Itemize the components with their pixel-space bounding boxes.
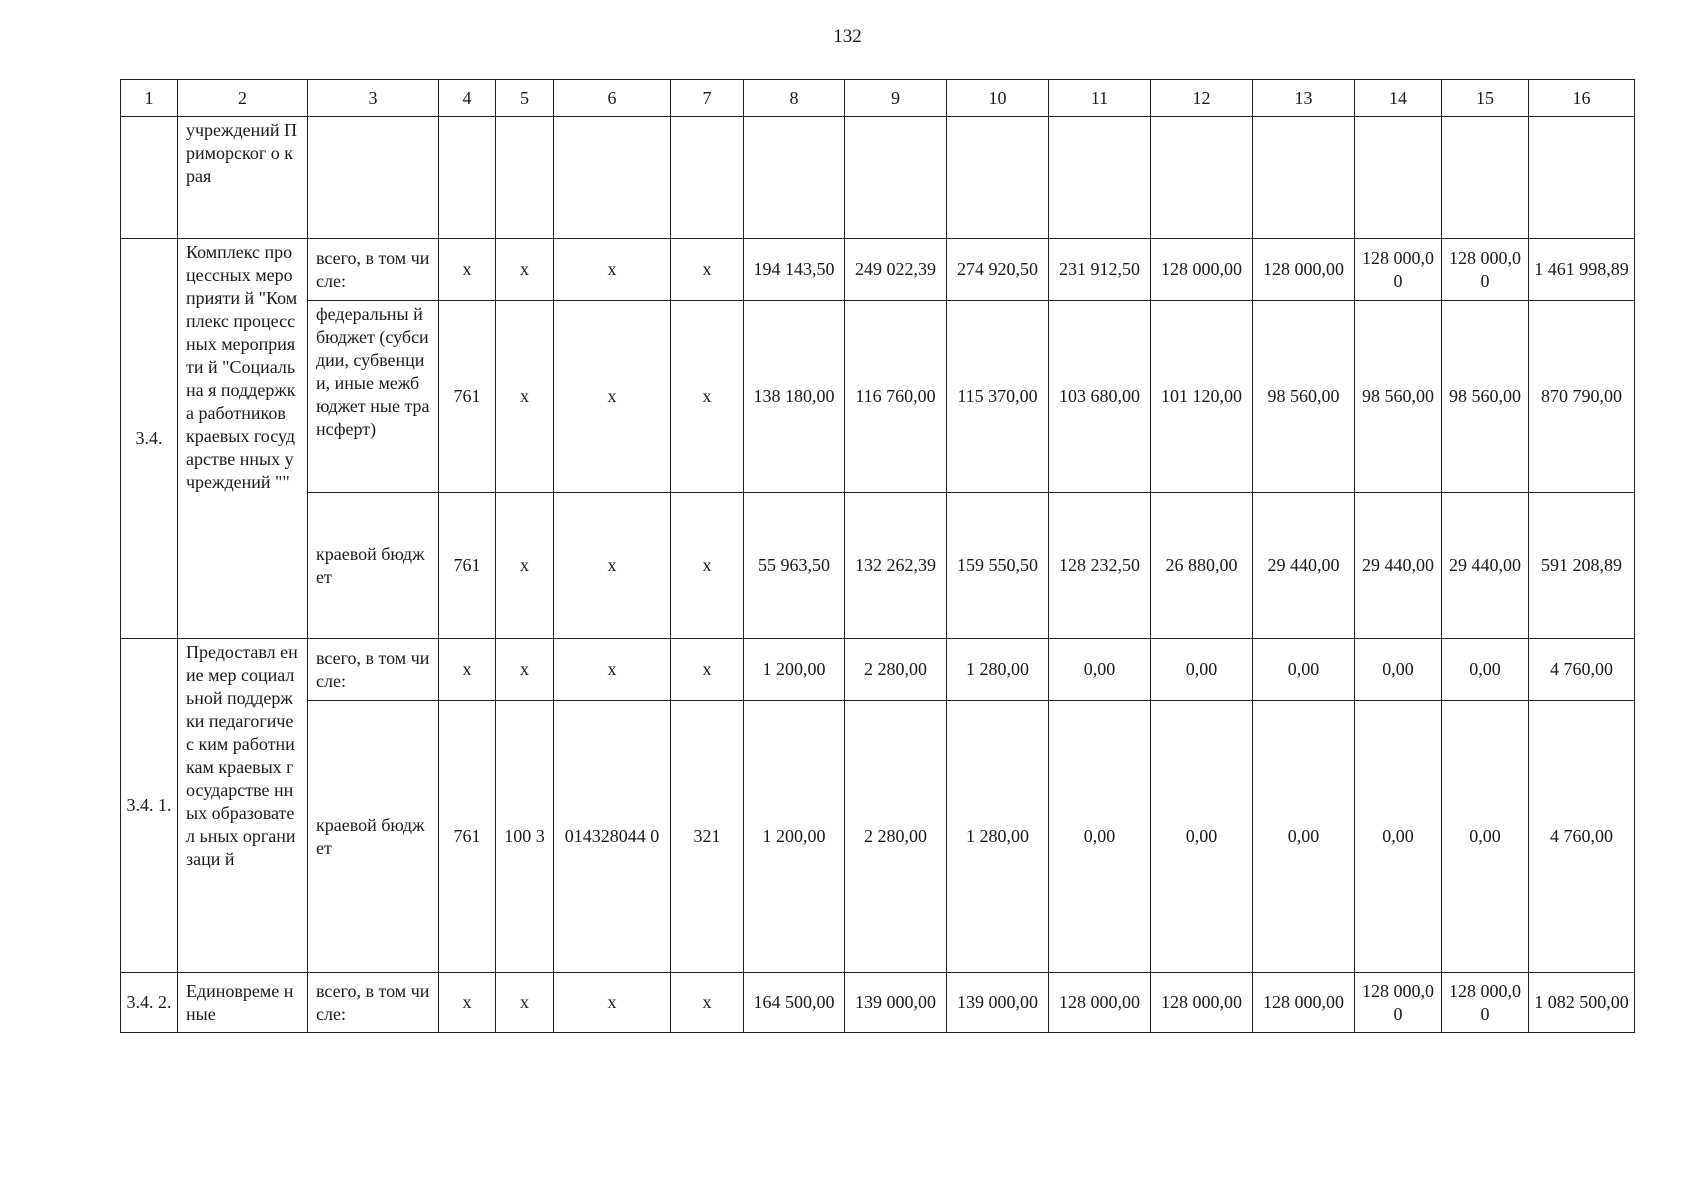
- value-cell: 128 000,00: [1355, 239, 1442, 301]
- value-cell: 0,00: [1355, 701, 1442, 973]
- value-cell: 0,00: [1049, 639, 1151, 701]
- value-cell: 761: [439, 493, 496, 639]
- value-cell: 139 000,00: [947, 973, 1049, 1033]
- header-cell: 14: [1355, 80, 1442, 117]
- value-cell: 101 120,00: [1151, 301, 1253, 493]
- value-cell: 29 440,00: [1253, 493, 1355, 639]
- value-cell: х: [554, 639, 671, 701]
- empty-cell: [1529, 117, 1635, 239]
- value-cell: 1 280,00: [947, 639, 1049, 701]
- value-cell: 98 560,00: [1442, 301, 1529, 493]
- value-cell: 128 000,00: [1442, 973, 1529, 1033]
- value-cell: х: [496, 493, 554, 639]
- empty-cell: [1151, 117, 1253, 239]
- budget-table-wrap: [120, 79, 1634, 1033]
- empty-cell: [744, 117, 845, 239]
- value-cell: 164 500,00: [744, 973, 845, 1033]
- item-name-cell: Единовреме нные: [178, 973, 308, 1033]
- header-cell: 3: [308, 80, 439, 117]
- value-cell: 249 022,39: [845, 239, 947, 301]
- header-cell: 13: [1253, 80, 1355, 117]
- value-cell: 29 440,00: [1442, 493, 1529, 639]
- header-cell: 7: [671, 80, 744, 117]
- value-cell: 139 000,00: [845, 973, 947, 1033]
- value-cell: х: [671, 239, 744, 301]
- header-cell: 10: [947, 80, 1049, 117]
- value-cell: 870 790,00: [1529, 301, 1635, 493]
- value-cell: 128 000,00: [1253, 239, 1355, 301]
- value-cell: х: [554, 301, 671, 493]
- table-row: [121, 639, 1635, 701]
- value-cell: 1 200,00: [744, 639, 845, 701]
- value-cell: 128 000,00: [1151, 973, 1253, 1033]
- empty-cell: [308, 117, 439, 239]
- value-cell: 128 000,00: [1151, 239, 1253, 301]
- funding-source-cell: всего, в том числе:: [308, 639, 439, 701]
- value-cell: х: [554, 973, 671, 1033]
- value-cell: 128 000,00: [1355, 973, 1442, 1033]
- header-cell: 8: [744, 80, 845, 117]
- value-cell: 2 280,00: [845, 701, 947, 973]
- value-cell: 128 000,00: [1049, 973, 1151, 1033]
- header-cell: 1: [121, 80, 178, 117]
- funding-source-cell: краевой бюджет: [308, 493, 439, 639]
- value-cell: 132 262,39: [845, 493, 947, 639]
- budget-table: [120, 79, 1635, 1033]
- value-cell: х: [671, 639, 744, 701]
- value-cell: 100 3: [496, 701, 554, 973]
- value-cell: х: [496, 639, 554, 701]
- value-cell: 0,00: [1151, 701, 1253, 973]
- row-number-cell: 3.4.: [121, 239, 178, 639]
- page-number: 132: [833, 26, 862, 47]
- empty-cell: [947, 117, 1049, 239]
- value-cell: х: [439, 973, 496, 1033]
- header-cell: 16: [1529, 80, 1635, 117]
- value-cell: 98 560,00: [1253, 301, 1355, 493]
- table-row: [121, 239, 1635, 301]
- value-cell: х: [439, 639, 496, 701]
- value-cell: 761: [439, 301, 496, 493]
- header-cell: 9: [845, 80, 947, 117]
- header-cell: 5: [496, 80, 554, 117]
- value-cell: 115 370,00: [947, 301, 1049, 493]
- continuation-row: [121, 117, 1635, 239]
- header-cell: 2: [178, 80, 308, 117]
- value-cell: х: [671, 973, 744, 1033]
- value-cell: 0,00: [1355, 639, 1442, 701]
- value-cell: 138 180,00: [744, 301, 845, 493]
- value-cell: 321: [671, 701, 744, 973]
- table-row: [121, 493, 1635, 639]
- value-cell: х: [439, 239, 496, 301]
- value-cell: х: [496, 973, 554, 1033]
- header-cell: 4: [439, 80, 496, 117]
- funding-source-cell: федеральны й бюджет (субсидии, субвенции, иные межбюджет ные трансферт): [308, 301, 439, 493]
- table-row: [121, 301, 1635, 493]
- empty-cell: [1049, 117, 1151, 239]
- value-cell: 0,00: [1151, 639, 1253, 701]
- value-cell: 128 000,00: [1253, 973, 1355, 1033]
- item-name-cell: Предоставл ение мер социальной поддержки педагогичес ким работникам краевых государстве нных образовател ьных организаци й: [178, 639, 308, 973]
- funding-source-cell: всего, в том числе:: [308, 239, 439, 301]
- value-cell: 274 920,50: [947, 239, 1049, 301]
- value-cell: х: [496, 239, 554, 301]
- value-cell: 0,00: [1442, 639, 1529, 701]
- table-row: [121, 701, 1635, 973]
- funding-source-cell: всего, в том числе:: [308, 973, 439, 1033]
- value-cell: 55 963,50: [744, 493, 845, 639]
- value-cell: 4 760,00: [1529, 701, 1635, 973]
- header-row: [121, 80, 1635, 117]
- value-cell: 014328044 0: [554, 701, 671, 973]
- empty-cell: [671, 117, 744, 239]
- header-cell: 11: [1049, 80, 1151, 117]
- value-cell: х: [554, 493, 671, 639]
- value-cell: 128 000,00: [1442, 239, 1529, 301]
- value-cell: 128 232,50: [1049, 493, 1151, 639]
- value-cell: 103 680,00: [1049, 301, 1151, 493]
- value-cell: 591 208,89: [1529, 493, 1635, 639]
- value-cell: 1 082 500,00: [1529, 973, 1635, 1033]
- empty-cell: [1253, 117, 1355, 239]
- item-name-cell: Комплекс процессных мероприяти й "Комплекс процессных мероприяти й "Социальна я поддержка работников краевых государстве нных учреждений "": [178, 239, 308, 639]
- value-cell: 0,00: [1442, 701, 1529, 973]
- value-cell: 194 143,50: [744, 239, 845, 301]
- header-cell: 15: [1442, 80, 1529, 117]
- empty-cell: [845, 117, 947, 239]
- empty-cell: [1355, 117, 1442, 239]
- table-row: [121, 973, 1635, 1033]
- value-cell: х: [671, 493, 744, 639]
- value-cell: х: [554, 239, 671, 301]
- value-cell: х: [671, 301, 744, 493]
- value-cell: 2 280,00: [845, 639, 947, 701]
- empty-cell: [496, 117, 554, 239]
- value-cell: 1 461 998,89: [1529, 239, 1635, 301]
- empty-cell: [554, 117, 671, 239]
- value-cell: 231 912,50: [1049, 239, 1151, 301]
- header-cell: 6: [554, 80, 671, 117]
- value-cell: 0,00: [1049, 701, 1151, 973]
- value-cell: 4 760,00: [1529, 639, 1635, 701]
- value-cell: 159 550,50: [947, 493, 1049, 639]
- funding-source-cell: краевой бюджет: [308, 701, 439, 973]
- value-cell: 29 440,00: [1355, 493, 1442, 639]
- item-name-cell: учреждений Приморског о края: [178, 117, 308, 239]
- value-cell: 1 280,00: [947, 701, 1049, 973]
- value-cell: 116 760,00: [845, 301, 947, 493]
- row-number-cell: 3.4. 1.: [121, 639, 178, 973]
- header-cell: 12: [1151, 80, 1253, 117]
- value-cell: 761: [439, 701, 496, 973]
- value-cell: х: [496, 301, 554, 493]
- value-cell: 0,00: [1253, 701, 1355, 973]
- empty-cell: [439, 117, 496, 239]
- row-number-cell: 3.4. 2.: [121, 973, 178, 1033]
- value-cell: 0,00: [1253, 639, 1355, 701]
- empty-cell: [1442, 117, 1529, 239]
- row-number-cell: [121, 117, 178, 239]
- value-cell: 1 200,00: [744, 701, 845, 973]
- value-cell: 98 560,00: [1355, 301, 1442, 493]
- value-cell: 26 880,00: [1151, 493, 1253, 639]
